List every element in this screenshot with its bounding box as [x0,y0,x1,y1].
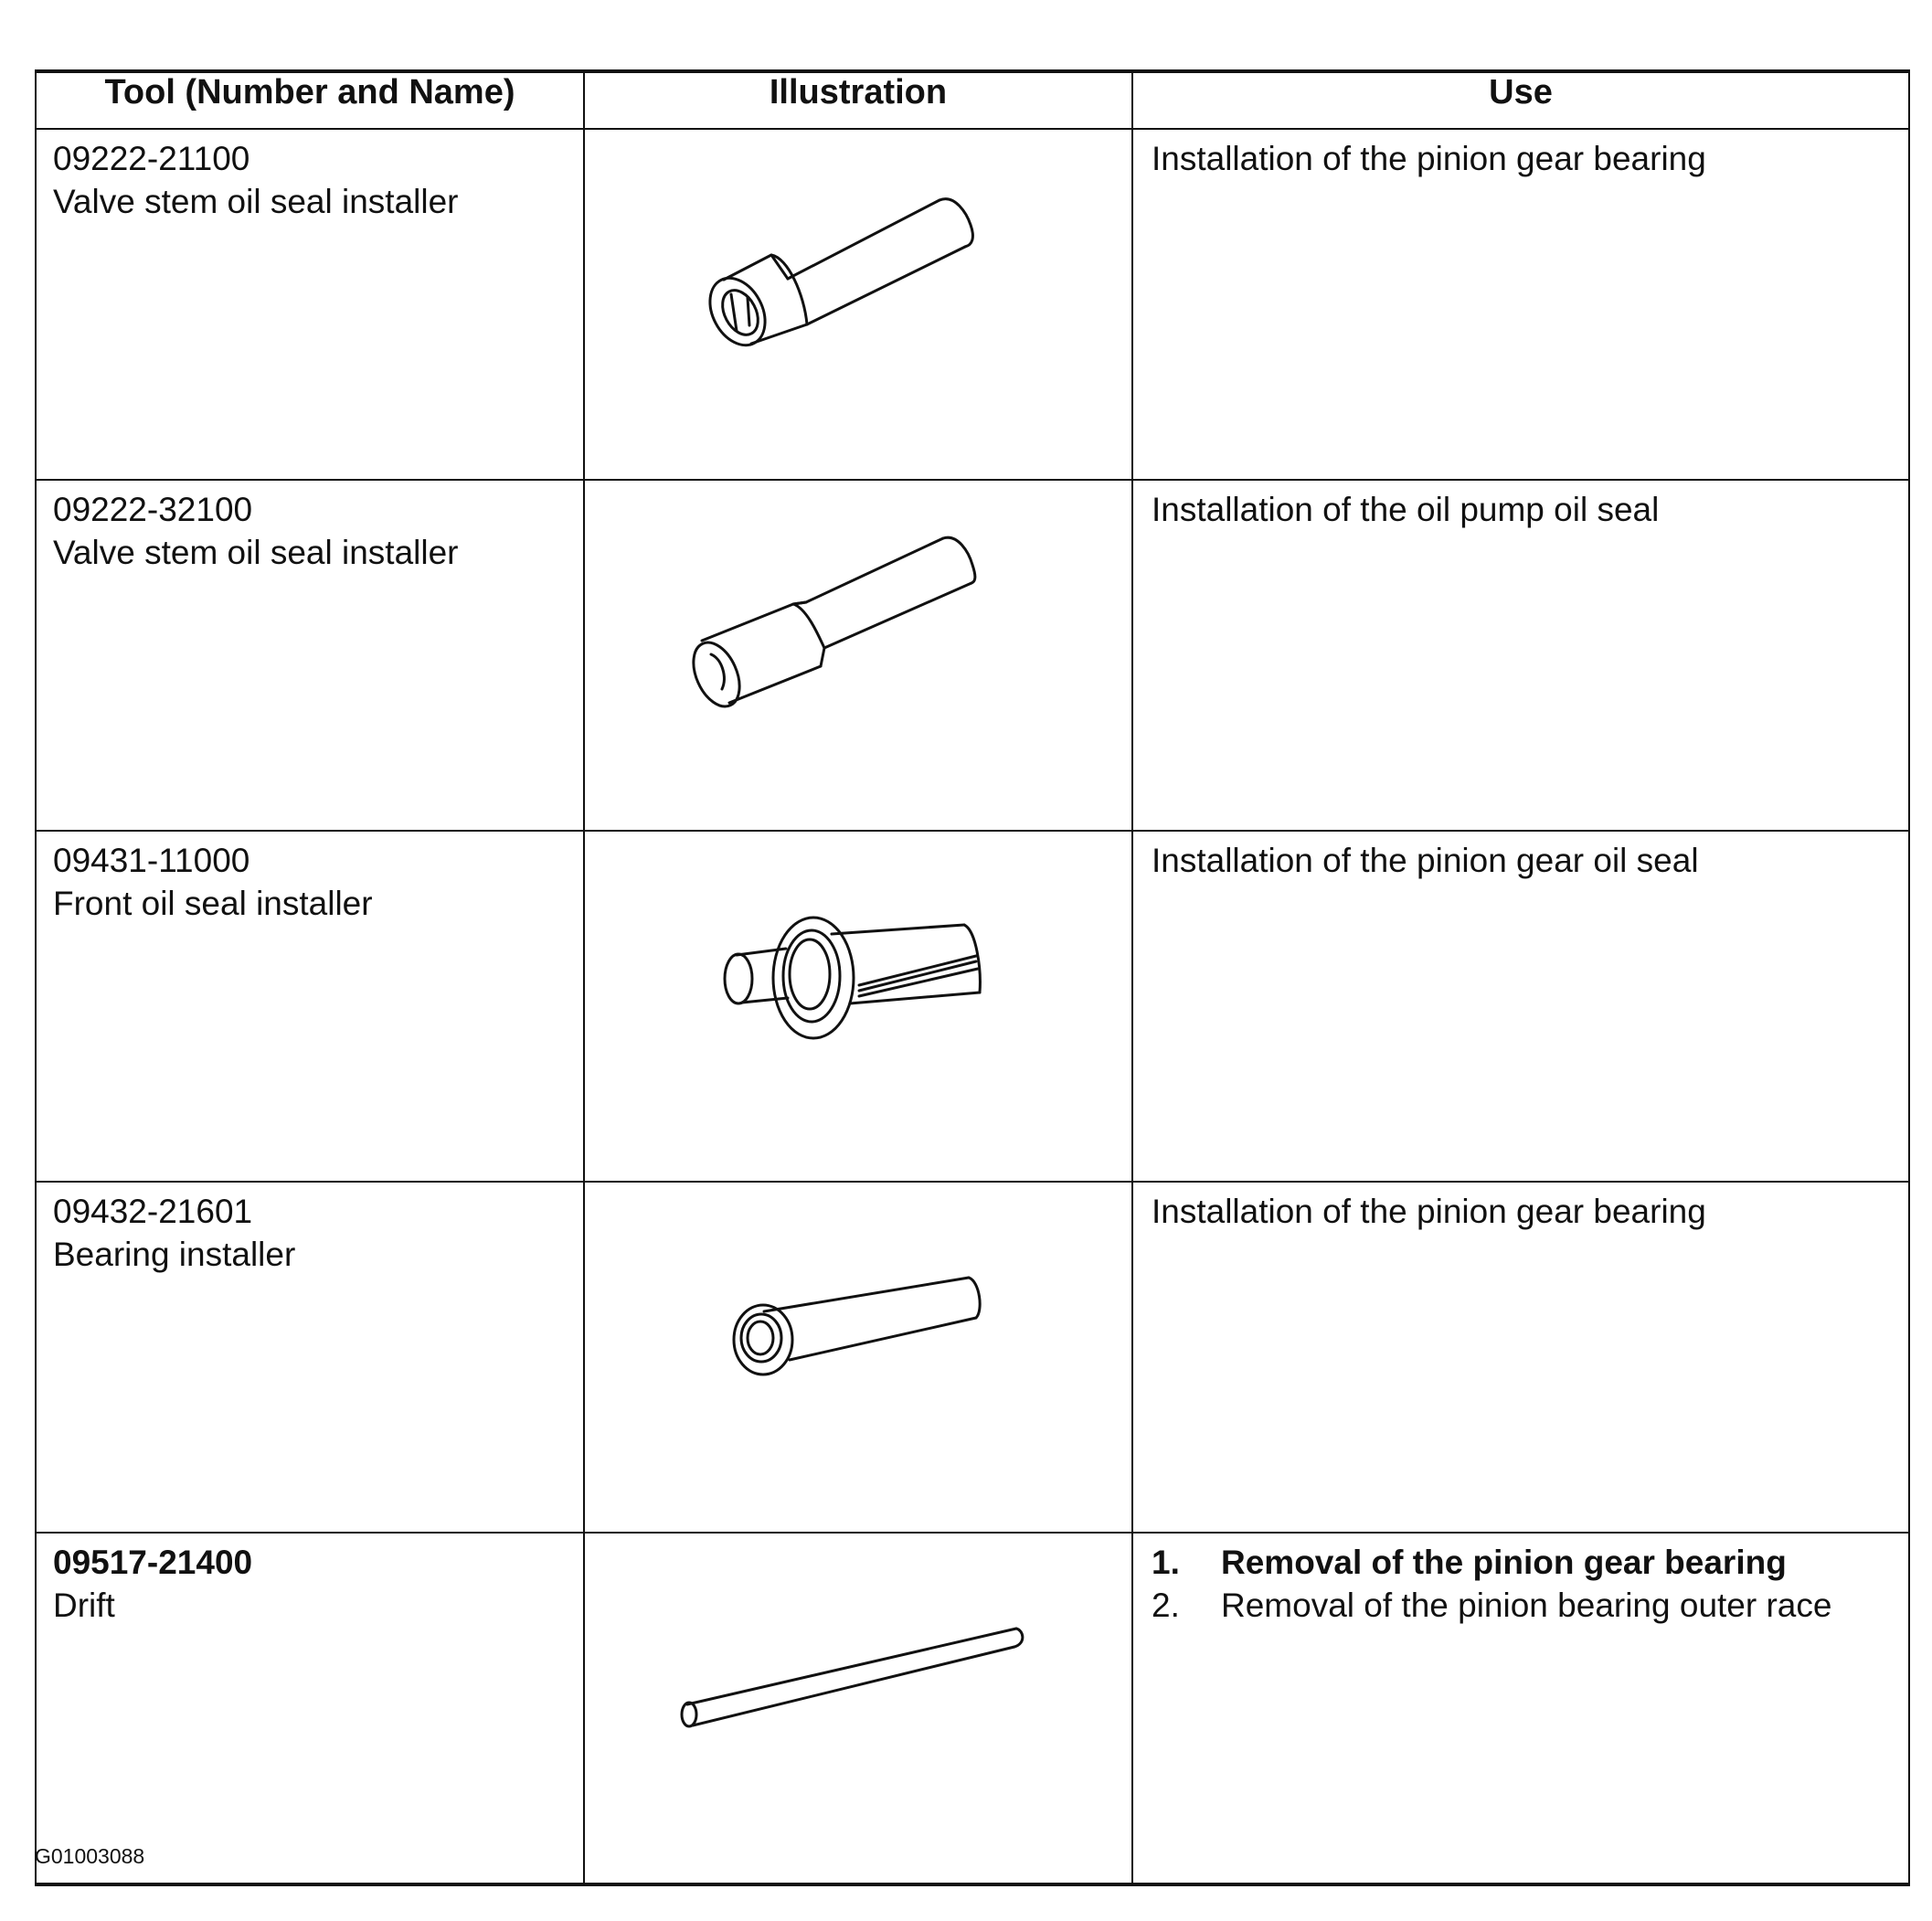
tool-name: Valve stem oil seal installer [53,534,459,571]
table-row [36,129,1909,480]
drift-illustration [585,1534,1133,1868]
front-oil-seal-installer-illustration [585,832,1133,1166]
illustration-cell [584,129,1132,480]
list-item [1152,1584,1890,1627]
tool-cell [36,1533,584,1884]
tool-number: 09222-21100 [53,140,250,177]
illustration-cell [584,1182,1132,1533]
tool-name: Bearing installer [53,1236,296,1273]
table-row [36,831,1909,1182]
illustration-cell [584,831,1132,1182]
tool-name: Front oil seal installer [53,885,373,922]
list-item [1152,1541,1890,1584]
illustration-cell [584,480,1132,831]
tool-number: 09517-21400 [53,1544,253,1581]
use-cell: Installation of the oil pump oil seal [1132,480,1909,831]
valve-stem-installer-illustration [585,481,1133,815]
header-illustration: Illustration [584,71,1132,129]
list-number: 2. [1152,1587,1180,1624]
valve-stem-installer-illustration [585,130,1133,464]
tool-number: 09222-32100 [53,491,253,528]
tool-cell [36,129,584,480]
list-text: Removal of the pinion bearing outer race [1221,1587,1832,1624]
figure-id: G01003088 [35,1844,145,1868]
tool-cell [36,480,584,831]
header-tool: Tool (Number and Name) [36,71,584,129]
illustration-cell [584,1533,1132,1884]
use-cell: Installation of the pinion gear oil seal [1132,831,1909,1182]
special-tools-table [35,69,1910,1886]
use-list [1152,1541,1890,1627]
table-header-row [36,71,1909,129]
use-cell [1132,1533,1909,1884]
list-text: Removal of the pinion gear bearing [1221,1544,1787,1581]
tool-cell [36,1182,584,1533]
table-row [36,1182,1909,1533]
use-cell: Installation of the pinion gear bearing [1132,129,1909,480]
list-number: 1. [1152,1544,1180,1581]
use-cell: Installation of the pinion gear bearing [1132,1182,1909,1533]
table-row [36,480,1909,831]
header-use: Use [1132,71,1909,129]
tool-number: 09432-21601 [53,1193,253,1230]
tool-cell [36,831,584,1182]
bearing-installer-illustration [585,1183,1133,1517]
tool-name: Drift [53,1587,115,1624]
tool-number: 09431-11000 [53,842,250,879]
tool-name: Valve stem oil seal installer [53,183,459,220]
tool-table-document [35,69,1908,1886]
table-row [36,1533,1909,1884]
